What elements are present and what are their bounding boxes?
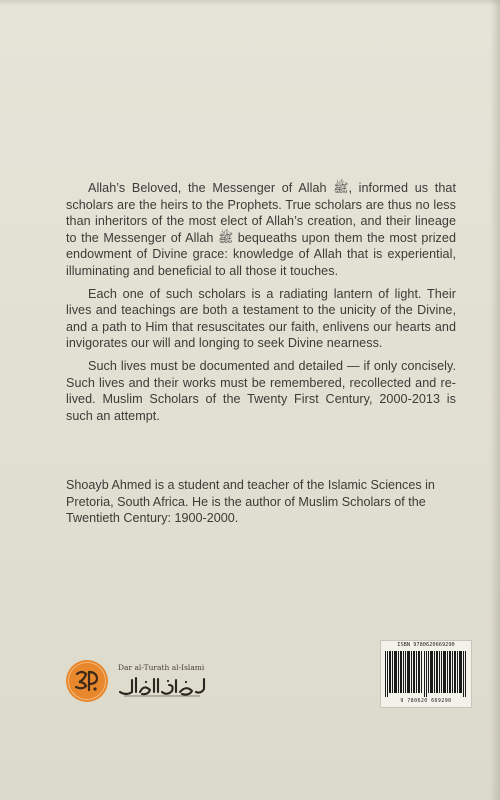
cover-top-edge-shadow [0, 0, 500, 6]
isbn-barcode [380, 640, 472, 708]
barcode-digits: 9 780620 669290 [400, 698, 452, 704]
cover-blurb [66, 180, 456, 425]
publisher-imprint [64, 655, 214, 707]
publisher-logo-icon [64, 658, 110, 704]
publisher-wordmark [116, 658, 210, 704]
barcode-bars-icon [385, 651, 467, 697]
isbn-label: ISBN 9780620669290 [397, 642, 455, 648]
cover-right-edge-shadow [490, 0, 500, 800]
author-bio: Shoayb Ahmed is a student and teacher of the Islamic Sciences in Pretoria, South Africa. He is the author of Muslim Scholars of the Twentieth Century: 1900-2000. [66, 478, 435, 526]
blurb-paragraph-3: Such lives must be documented and detailed — if only concisely. Such lives and their works must be remembered, recollected and re-lived. Muslim Scholars of the Twenty First Century, 2000-2013 is such an attempt. [66, 359, 456, 423]
publisher-name: Dar al-Turath al-Islami [118, 662, 205, 672]
publisher-arabic-calligraphy-icon [116, 674, 208, 698]
blurb-paragraph-2: Each one of such scholars is a radiating lantern of light. Their lives and teachings are both a testament to the unicity of the Divine, and a path to Him that resuscitates our faith, enlivens our hearts and invigorates our will and longing to seek Divine nearness. [66, 286, 456, 351]
blurb-paragraph-1: Allah’s Beloved, the Messenger of Allah ﷺ, informed us that scholars are the heirs to the Prophets. True scholars are thus no less than inheritors of the most elect of Allah’s creation, and their lineage to the Messenger of Allah ﷺ bequeaths upon them the most prized endowment of Divine grace: knowledge of Allah that is experiential, illuminating and beneficial to all those it touches. [66, 181, 456, 279]
